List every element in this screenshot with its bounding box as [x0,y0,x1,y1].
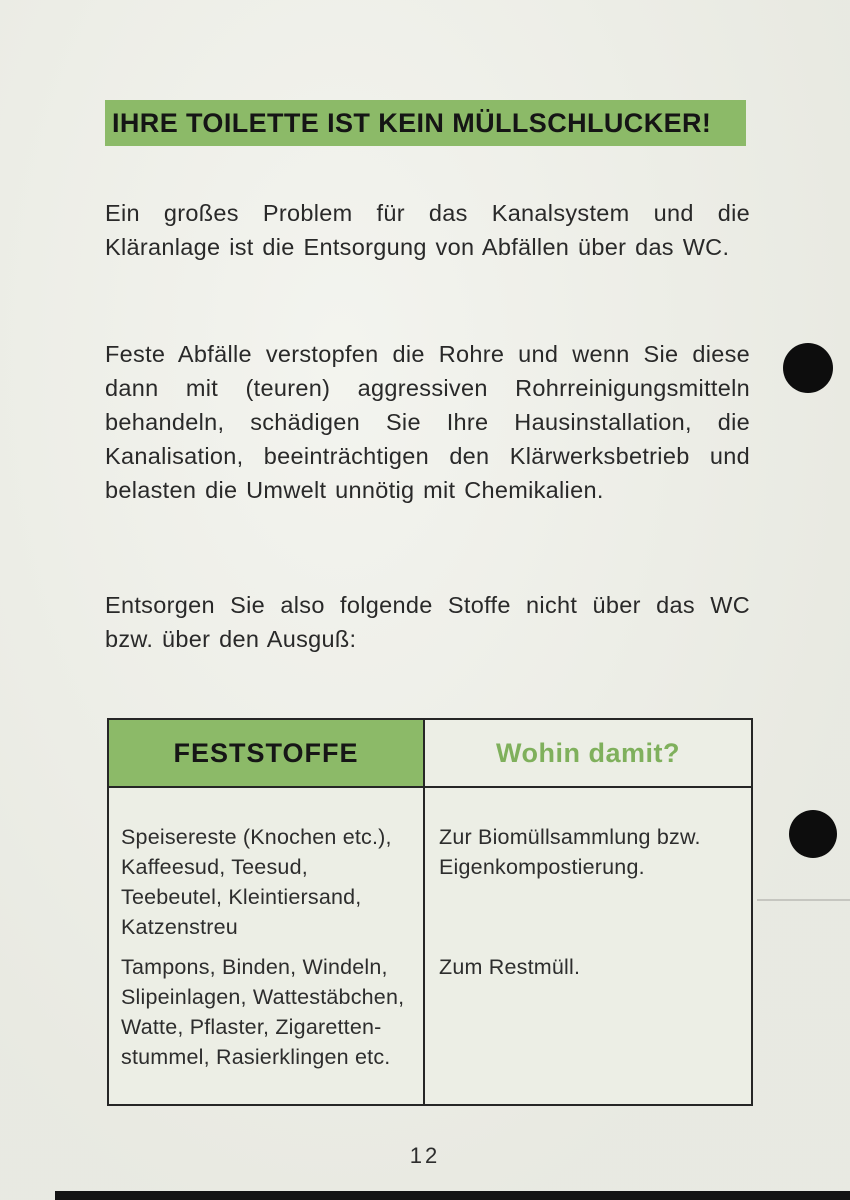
table-header-wohin-damit: Wohin damit? [425,720,751,788]
scan-artifact-line [757,899,850,901]
page-number: 12 [409,1143,441,1168]
intro-paragraph: Ein großes Problem für das Kanalsystem und die Kläranlage ist die Entsorgung von Abfällen über das WC. [105,200,750,260]
instruction-paragraph: Entsorgen Sie also folgende Stoffe nicht über das WC bzw. über den Ausguß: [105,592,750,652]
scan-edge-bottom [55,1191,850,1200]
table-cell-biowaste-destination: Zur Biomüllsammlung bzw. Eigenkompostierung. [439,825,701,879]
page-title: IHRE TOILETTE IST KEIN MÜLLSCHLUCKER! [105,100,746,146]
binder-hole-bottom [789,810,837,858]
table-cell-residual-destination: Zum Restmüll. [439,955,581,979]
problem-paragraph: Feste Abfälle verstopfen die Rohre und wenn Sie diese dann mit (teuren) aggressiven Rohrreinigungsmitteln behandeln, schädigen Sie Ihre Hausinstallation, die Kanalisation, beeinträchtigen den Klärwerksbetrieb und belasten die Umwelt unnötig mit Chemikalien. [105,341,750,503]
binder-hole-top [783,343,833,393]
table-header-feststoffe: FESTSTOFFE [109,720,425,788]
table-cell-biowaste-items: Speisereste (Knochen etc.), Kaffeesud, Teesud, Teebeutel, Kleintiersand, Katzenstreu [109,788,425,951]
waste-disposal-table [107,718,753,1106]
table-cell-residual-items: Tampons, Binden, Windeln, Slipeinlagen, Wattestäbchen, Watte, Pflaster, Zigarettenstummel, Rasierklingen etc. [109,951,425,1104]
